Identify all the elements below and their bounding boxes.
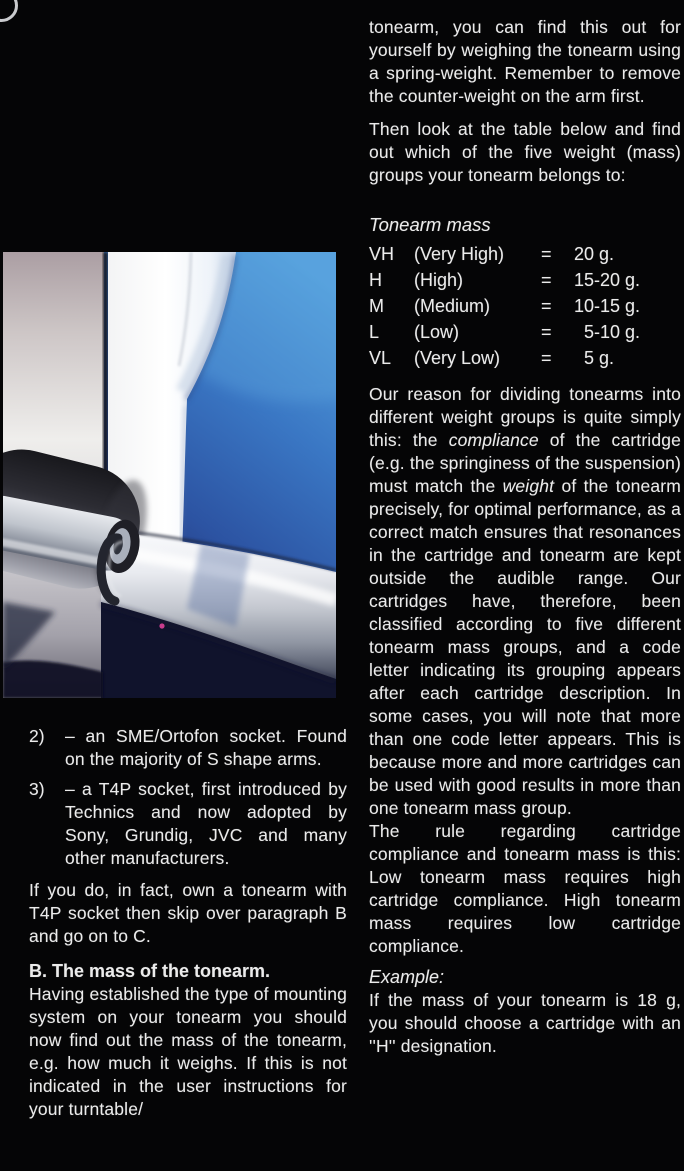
equals-sign: = [541, 270, 552, 290]
table-title: Tonearm mass [369, 214, 491, 235]
list-text: – an SME/Ortofon socket. Found on the majority of S shape arms. [65, 726, 347, 769]
red-dot [159, 623, 164, 628]
table-row [369, 319, 681, 345]
list-item-sme-socket [29, 725, 347, 771]
page-corner-arc-decoration [0, 0, 18, 22]
list-item-t4p-socket [29, 778, 347, 870]
mass-label: (High) [414, 270, 464, 290]
mass-code: VL [369, 348, 392, 368]
equals-sign: = [541, 322, 552, 342]
tonearm-photo-art [3, 252, 336, 698]
left-text-column [29, 725, 347, 1121]
mass-value: 5 g. [574, 348, 615, 368]
mass-label: (Very High) [414, 244, 505, 264]
equals-sign: = [541, 244, 552, 264]
section-b-heading: B. The mass of the tonearm. [29, 961, 271, 981]
tonearm-mass-table [369, 213, 681, 371]
mass-value: 20 g. [574, 244, 615, 264]
example-heading: Example: [369, 967, 445, 987]
right-text-column [369, 16, 681, 1058]
paragraph-weighing: tonearm, you can find this out for yourself by weighing the tonearm using a spring-weight. Remember to remove the counter-weight on the arm first. [369, 17, 681, 106]
mass-code: H [369, 270, 382, 290]
mass-value: 15-20 g. [574, 270, 641, 290]
mass-label: (Low) [414, 322, 460, 342]
mass-label: (Very Low) [414, 348, 501, 368]
paragraph-table-intro: Then look at the table below and find out which of the five weight (mass) groups your tonearm belongs to: [369, 119, 681, 185]
paragraph-t4p-skip: If you do, in fact, own a tonearm with T4P socket then skip over paragraph B and go on to C. [29, 880, 347, 946]
mass-code: L [369, 322, 380, 342]
equals-sign: = [541, 296, 552, 316]
list-text: – a T4P socket, first introduced by Technics and now adopted by Sony, Grundig, JVC and many other manufacturers. [65, 779, 347, 868]
table-row [369, 345, 681, 371]
mass-code: VH [369, 244, 395, 264]
paragraph-compliance: Our reason for dividing tonearms into different weight groups is quite simply this: the compliance of the cartridge (e.g. the springiness of the suspension) must match the weight of the tonearm precisely, for optimal performance, as a correct match ensures that resonances in the cartridge and tonearm are kept outside the audible range. Our cartridges have, therefore, been classified according to five different tonearm mass groups, and a code letter indicating its grouping appears after each cartridge description. In some cases, you will note that more than one code letter appears. This is because more and more cartridges can be used with good results in more than one tonearm mass group. [369, 384, 681, 818]
example-paragraph: If the mass of your tonearm is 18 g, you should choose a cartridge with an ''H'' designation. [369, 990, 681, 1056]
mass-value: 5-10 g. [574, 322, 641, 342]
mass-code: M [369, 296, 384, 316]
mass-label: (Medium) [414, 296, 491, 316]
list-number: 3) [29, 779, 45, 799]
table-row [369, 293, 681, 319]
table-row [369, 241, 681, 267]
table-row [369, 267, 681, 293]
mass-value: 10-15 g. [574, 296, 641, 316]
tonearm-socket-photo [3, 252, 336, 698]
equals-sign: = [541, 348, 552, 368]
section-b-paragraph: Having established the type of mounting system on your tonearm you should now find out the mass of the tonearm, e.g. how much it weighs. If this is not indicated in the user instructions for your turntable/ [29, 984, 347, 1119]
list-number: 2) [29, 726, 45, 746]
paragraph-rule: The rule regarding cartridge compliance and tonearm mass is this: Low tonearm mass requires high cartridge compliance. High tonearm mass requires low cartridge compliance. [369, 821, 681, 956]
